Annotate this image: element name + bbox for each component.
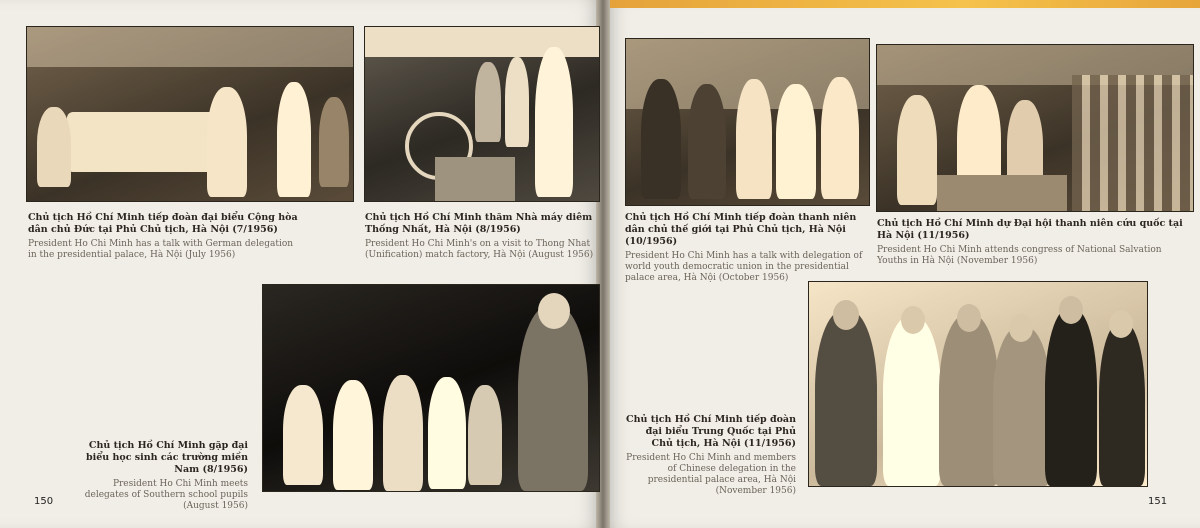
caption-en: President Ho Chi Minh's on a visit to Thong Nhat (Unification) match factory, Hà Nội (August 1956) xyxy=(365,238,594,260)
caption-vi: Chủ tịch Hồ Chí Minh dự Đại hội thanh niên cứu quốc tại Hà Nội (11/1956) xyxy=(877,218,1183,241)
page-number-right: 151 xyxy=(1148,496,1168,507)
photo-world-youth xyxy=(625,38,870,206)
caption-southern-pupils xyxy=(68,440,248,512)
caption-en: President Ho Chi Minh has a talk with German delegation in the presidential palace, Hà Nội (July 1956) xyxy=(28,238,294,260)
photo-youth-congress xyxy=(876,44,1194,212)
book-cover-edge xyxy=(610,0,1200,8)
caption-german-delegation xyxy=(28,212,298,261)
photo-southern-pupils xyxy=(262,284,600,492)
page-number-left: 150 xyxy=(34,496,54,507)
caption-en: President Ho Chi Minh meets delegates of Southern school pupils (August 1956) xyxy=(84,478,248,512)
caption-vi: Chủ tịch Hồ Chí Minh tiếp đoàn đại biểu Trung Quốc tại Phủ Chủ tịch, Hà Nội (11/1956) xyxy=(626,414,796,449)
photo-match-factory xyxy=(364,26,600,202)
caption-match-factory xyxy=(365,212,597,261)
caption-world-youth xyxy=(625,212,870,284)
photo-chinese-delegation xyxy=(808,281,1148,487)
photo-german-delegation xyxy=(26,26,354,202)
caption-en: President Ho Chi Minh and members of Chinese delegation in the presidential palace area, Hà Nội (November 1956) xyxy=(626,452,796,497)
caption-chinese-delegation xyxy=(624,414,796,498)
caption-en: President Ho Chi Minh attends congress of National Salvation Youths in Hà Nội (November 1956) xyxy=(877,244,1162,266)
caption-vi: Chủ tịch Hồ Chí Minh thăm Nhà máy diêm Thống Nhất, Hà Nội (8/1956) xyxy=(365,212,593,235)
caption-youth-congress xyxy=(877,218,1187,267)
caption-vi: Chủ tịch Hồ Chí Minh gặp đại biểu học sinh các trường miền Nam (8/1956) xyxy=(85,440,248,475)
caption-en: President Ho Chi Minh has a talk with delegation of world youth democratic union in the presidential palace area, Hà Nội (October 1956) xyxy=(625,250,863,284)
caption-vi: Chủ tịch Hồ Chí Minh tiếp đoàn thanh niên dân chủ thế giới tại Phủ Chủ tịch, Hà Nội (10/1956) xyxy=(625,212,857,247)
caption-vi: Chủ tịch Hồ Chí Minh tiếp đoàn đại biểu Cộng hòa dân chủ Đức tại Phủ Chủ tịch, Hà Nội (7/1956) xyxy=(28,212,298,235)
